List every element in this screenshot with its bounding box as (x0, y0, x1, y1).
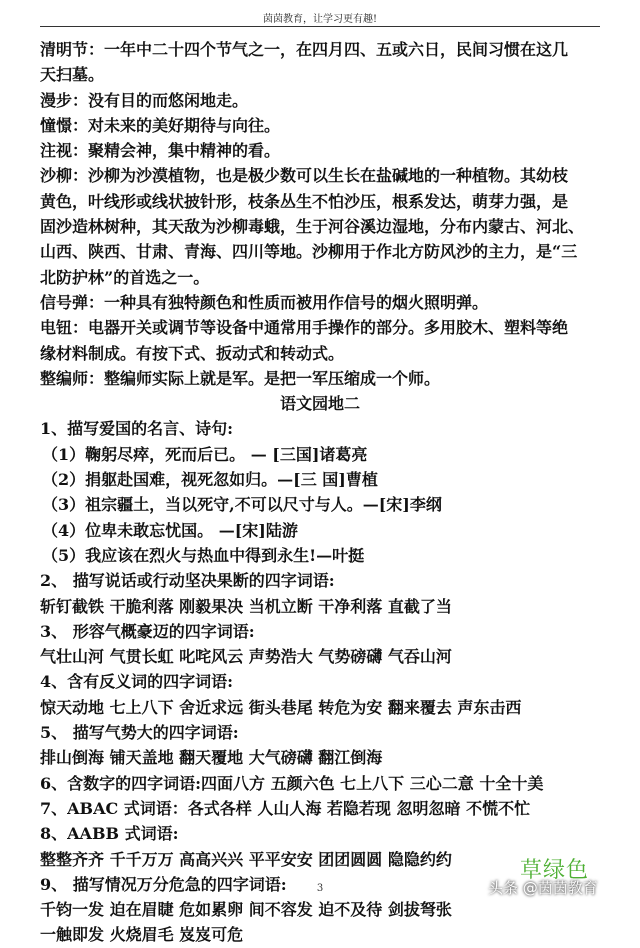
definition-line: 整编师：整编师实际上就是军。是把一军压缩成一个师。 (40, 368, 441, 388)
word-list-line: 千钧一发 迫在眉睫 危如累卵 间不容发 迫不及待 剑拔弩张 (40, 900, 452, 920)
quote-line: （2）捐躯赴国难，视死忽如归。—[三 国]曹植 (42, 470, 378, 490)
header-divider (40, 26, 600, 27)
definition-line: 电钮：电器开关或调节等设备中通常用手操作的部分。多用胶木、塑料等绝 (40, 318, 569, 338)
word-list-line: 气壮山河 气贯长虹 叱咤风云 声势浩大 气势磅礴 气吞山河 (40, 647, 452, 667)
definition-line: 固沙造林树种，其天敌为沙柳毒蛾，生于河谷溪边湿地，分布内蒙古、河北、 (40, 217, 585, 237)
watermark-brand: 头条 @茵茵教育 (488, 879, 598, 897)
definition-line: 黄色，叶线形或线状披针形，枝条丛生不怕沙压，根系发达，萌芽力强，是 (40, 191, 569, 211)
section-line: 2、 描写说话或行动坚决果断的四字词语: (40, 571, 335, 591)
quote-line: （4）位卑未敢忘忧国。 —[宋]陆游 (42, 520, 298, 540)
document-body (40, 37, 600, 948)
section-line: 6、含数字的四字词语:四面八方 五颜六色 七上八下 三心二意 十全十美 (40, 773, 544, 793)
page-number: 3 (316, 883, 324, 894)
definition-line: 天扫墓。 (40, 65, 105, 85)
section-line: 9、 描写情况万分危急的四字词语: (40, 874, 287, 894)
definition-line: 信号弹：一种具有独特颜色和性质而被用作信号的烟火照明弹。 (40, 292, 489, 312)
section-line: 8、AABB 式词语: (40, 824, 179, 844)
word-list-line: 排山倒海 铺天盖地 翻天覆地 大气磅礴 翻江倒海 (40, 748, 383, 768)
section-line: 3、 形容气概豪迈的四字词语: (40, 621, 255, 641)
word-list-line: 斩钉截铁 干脆利落 刚毅果决 当机立断 干净利落 直截了当 (40, 596, 452, 616)
section-line: 5、 描写气势大的四字词语: (40, 723, 239, 743)
word-list-line: 一触即发 火烧眉毛 岌岌可危 (40, 925, 244, 945)
definition-line: 憧憬：对未来的美好期待与向往。 (40, 115, 281, 135)
quote-line: （1）鞠躬尽瘁，死而后已。 — [三国]诸葛亮 (42, 444, 368, 464)
word-list-line: 整整齐齐 千千万万 高高兴兴 平平安安 团团圆圆 隐隐约约 (40, 849, 452, 869)
section-title: 语文园地二 (279, 394, 360, 414)
definition-line: 漫步：没有目的而悠闲地走。 (40, 90, 249, 110)
definition-line: 山西、陕西、甘肃、青海、四川等地。沙柳用于作北方防风沙的主力，是“三 (40, 242, 578, 262)
page-header: 茵茵教育，让学习更有趣! (262, 14, 378, 25)
section-line: 1、描写爱国的名言、诗句: (40, 419, 234, 439)
watermark-green-text: 草绿色 (520, 858, 590, 883)
definition-line: 北防护林”的首选之一。 (40, 267, 210, 287)
quote-line: （5）我应该在烈火与热血中得到永生!—叶挺 (42, 545, 365, 565)
word-list-line: 惊天动地 七上八下 舍近求远 街头巷尾 转危为安 翻来覆去 声东击西 (40, 697, 522, 717)
section-line: 7、ABAC 式词语：各式各样 人山人海 若隐若现 忽明忽暗 不慌不忙 (40, 798, 531, 818)
quote-line: （3）祖宗疆土，当以死守,不可以尺寸与人。—[宋]李纲 (42, 495, 442, 515)
section-line: 4、含有反义词的四字词语: (40, 672, 234, 692)
definition-line: 清明节：一年中二十四个节气之一，在四月四、五或六日，民间习惯在这几 (40, 40, 569, 59)
definition-line: 注视：聚精会神，集中精神的看。 (40, 141, 281, 161)
definition-line: 缘材料制成。有按下式、扳动式和转动式。 (40, 343, 345, 363)
definition-line: 沙柳：沙柳为沙漠植物，也是极少数可以生长在盐碱地的一种植物。其幼枝 (40, 166, 569, 186)
